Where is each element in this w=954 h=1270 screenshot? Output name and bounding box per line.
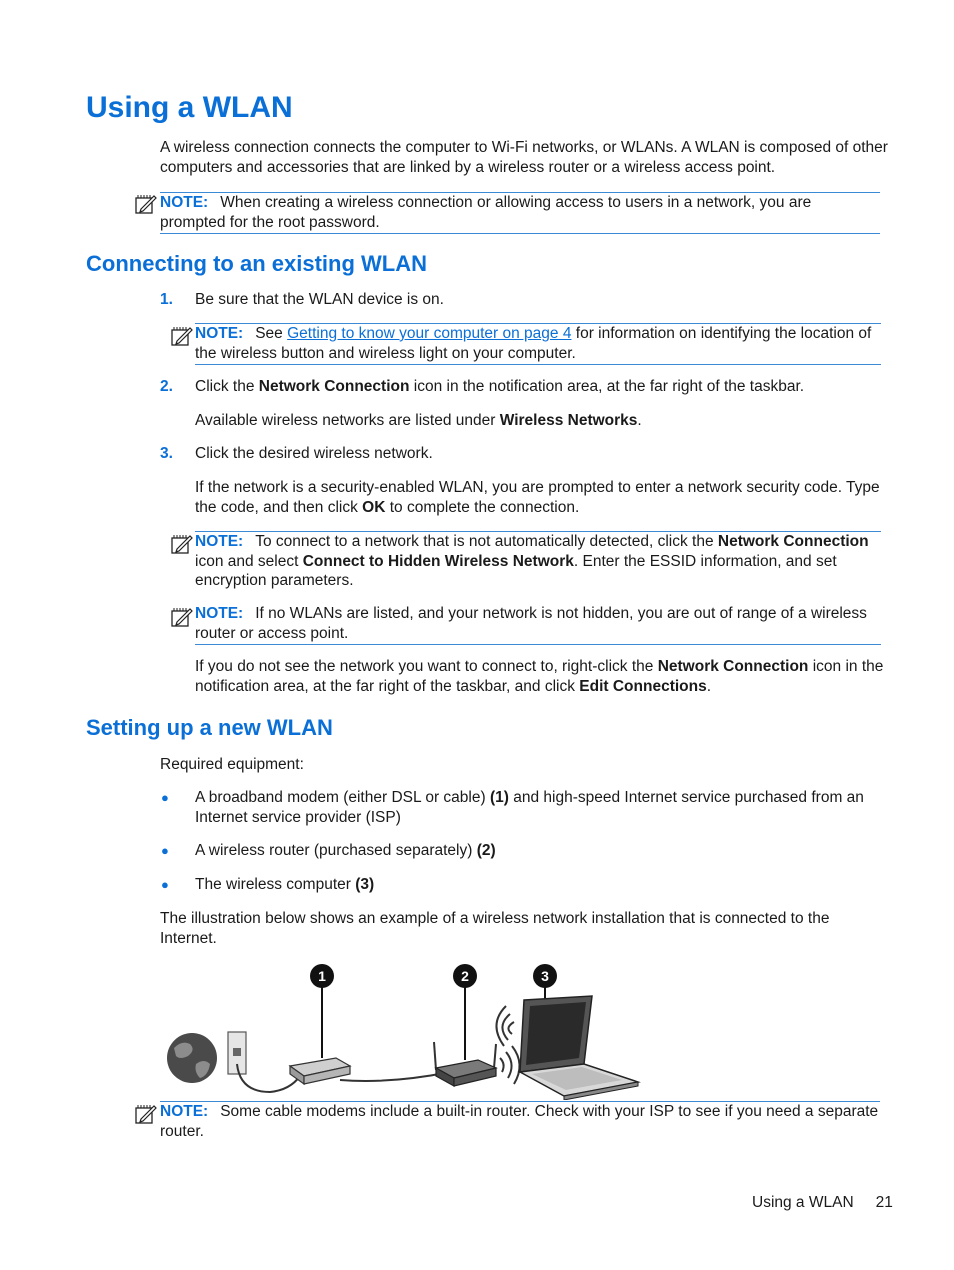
footer xyxy=(752,1193,893,1213)
note-box xyxy=(160,1101,880,1141)
svg-text:2: 2 xyxy=(461,968,469,984)
footer-section-title: Using a WLAN xyxy=(752,1194,854,1211)
step-number: 1. xyxy=(160,291,173,308)
list-item: The wireless computer (3) xyxy=(195,876,375,893)
step-number: 3. xyxy=(160,445,173,462)
page-title: Using a WLAN xyxy=(86,91,293,124)
note-label: NOTE: xyxy=(160,194,209,211)
note-box: NOTE: To connect to a network that is not automatically detected, click the Network Connection icon and select Connect to Hidden Wireless Network. Enter the ESSID information, and set encryption parameters. xyxy=(195,531,881,591)
note-label: NOTE: xyxy=(195,605,244,622)
note-text: When creating a wireless connection or allowing access to users in a network, you are prompted for the root password. xyxy=(160,194,812,231)
intro-paragraph: A wireless connection connects the computer to Wi-Fi networks, or WLANs. A WLAN is composed of other computers and accessories that are linked by a wireless router or a wireless access point. xyxy=(160,139,888,176)
list-item: A wireless router (purchased separately) (2) xyxy=(195,842,496,859)
note-label: NOTE: xyxy=(195,533,244,550)
page-number: 21 xyxy=(875,1194,893,1211)
callout-3 xyxy=(533,964,557,988)
globe-icon xyxy=(167,1033,217,1083)
bullet-icon: ● xyxy=(161,877,169,892)
step-detail: If the network is a security-enabled WLAN, you are prompted to enter a network security code. Type the code, and then click OK to complete the connection. xyxy=(195,479,880,516)
note-text: If no WLANs are listed, and your network is not hidden, you are out of range of a wireless router or access point. xyxy=(195,605,867,642)
note-box xyxy=(160,192,880,234)
note-box xyxy=(195,323,881,365)
step-detail: Available wireless networks are listed under Wireless Networks. xyxy=(195,412,642,429)
svg-text:3: 3 xyxy=(541,968,549,984)
cross-reference-link[interactable]: Getting to know your computer on page 4 xyxy=(287,325,572,342)
network-illustration xyxy=(160,960,650,1100)
note-text: See xyxy=(255,325,283,342)
note-label: NOTE: xyxy=(195,325,244,342)
section-heading: Connecting to an existing WLAN xyxy=(86,251,427,276)
wireless-signal-icon xyxy=(496,1006,519,1084)
section-heading: Setting up a new WLAN xyxy=(86,715,333,740)
svg-text:1: 1 xyxy=(318,968,326,984)
step-text: Click the desired wireless network. xyxy=(195,445,433,462)
callout-1 xyxy=(310,964,334,988)
note-text: Some cable modems include a built-in router. Check with your ISP to see if you need a separate router. xyxy=(160,1103,879,1140)
laptop-icon xyxy=(520,996,638,1100)
step-number: 2. xyxy=(160,378,173,395)
step-text: Click the Network Connection icon in the notification area, at the far right of the taskbar. xyxy=(195,378,805,395)
paragraph: The illustration below shows an example of a wireless network installation that is connected to the Internet. xyxy=(160,910,830,947)
note-box xyxy=(195,604,881,645)
note-text: for information on identifying the location of the wireless button and wireless light on your computer. xyxy=(195,325,872,362)
note-label: NOTE: xyxy=(160,1103,209,1120)
paragraph: Required equipment: xyxy=(160,756,304,773)
paragraph: If you do not see the network you want to connect to, right-click the Network Connection icon in the notification area, at the far right of the taskbar, and click Edit Connections. xyxy=(195,658,884,695)
bullet-icon: ● xyxy=(161,843,169,858)
callout-2 xyxy=(453,964,477,988)
step-text: Be sure that the WLAN device is on. xyxy=(195,291,444,308)
list-item: A broadband modem (either DSL or cable) (1) and high-speed Internet service purchased from an Internet service provider (ISP) xyxy=(195,789,864,826)
bullet-icon: ● xyxy=(161,790,169,805)
